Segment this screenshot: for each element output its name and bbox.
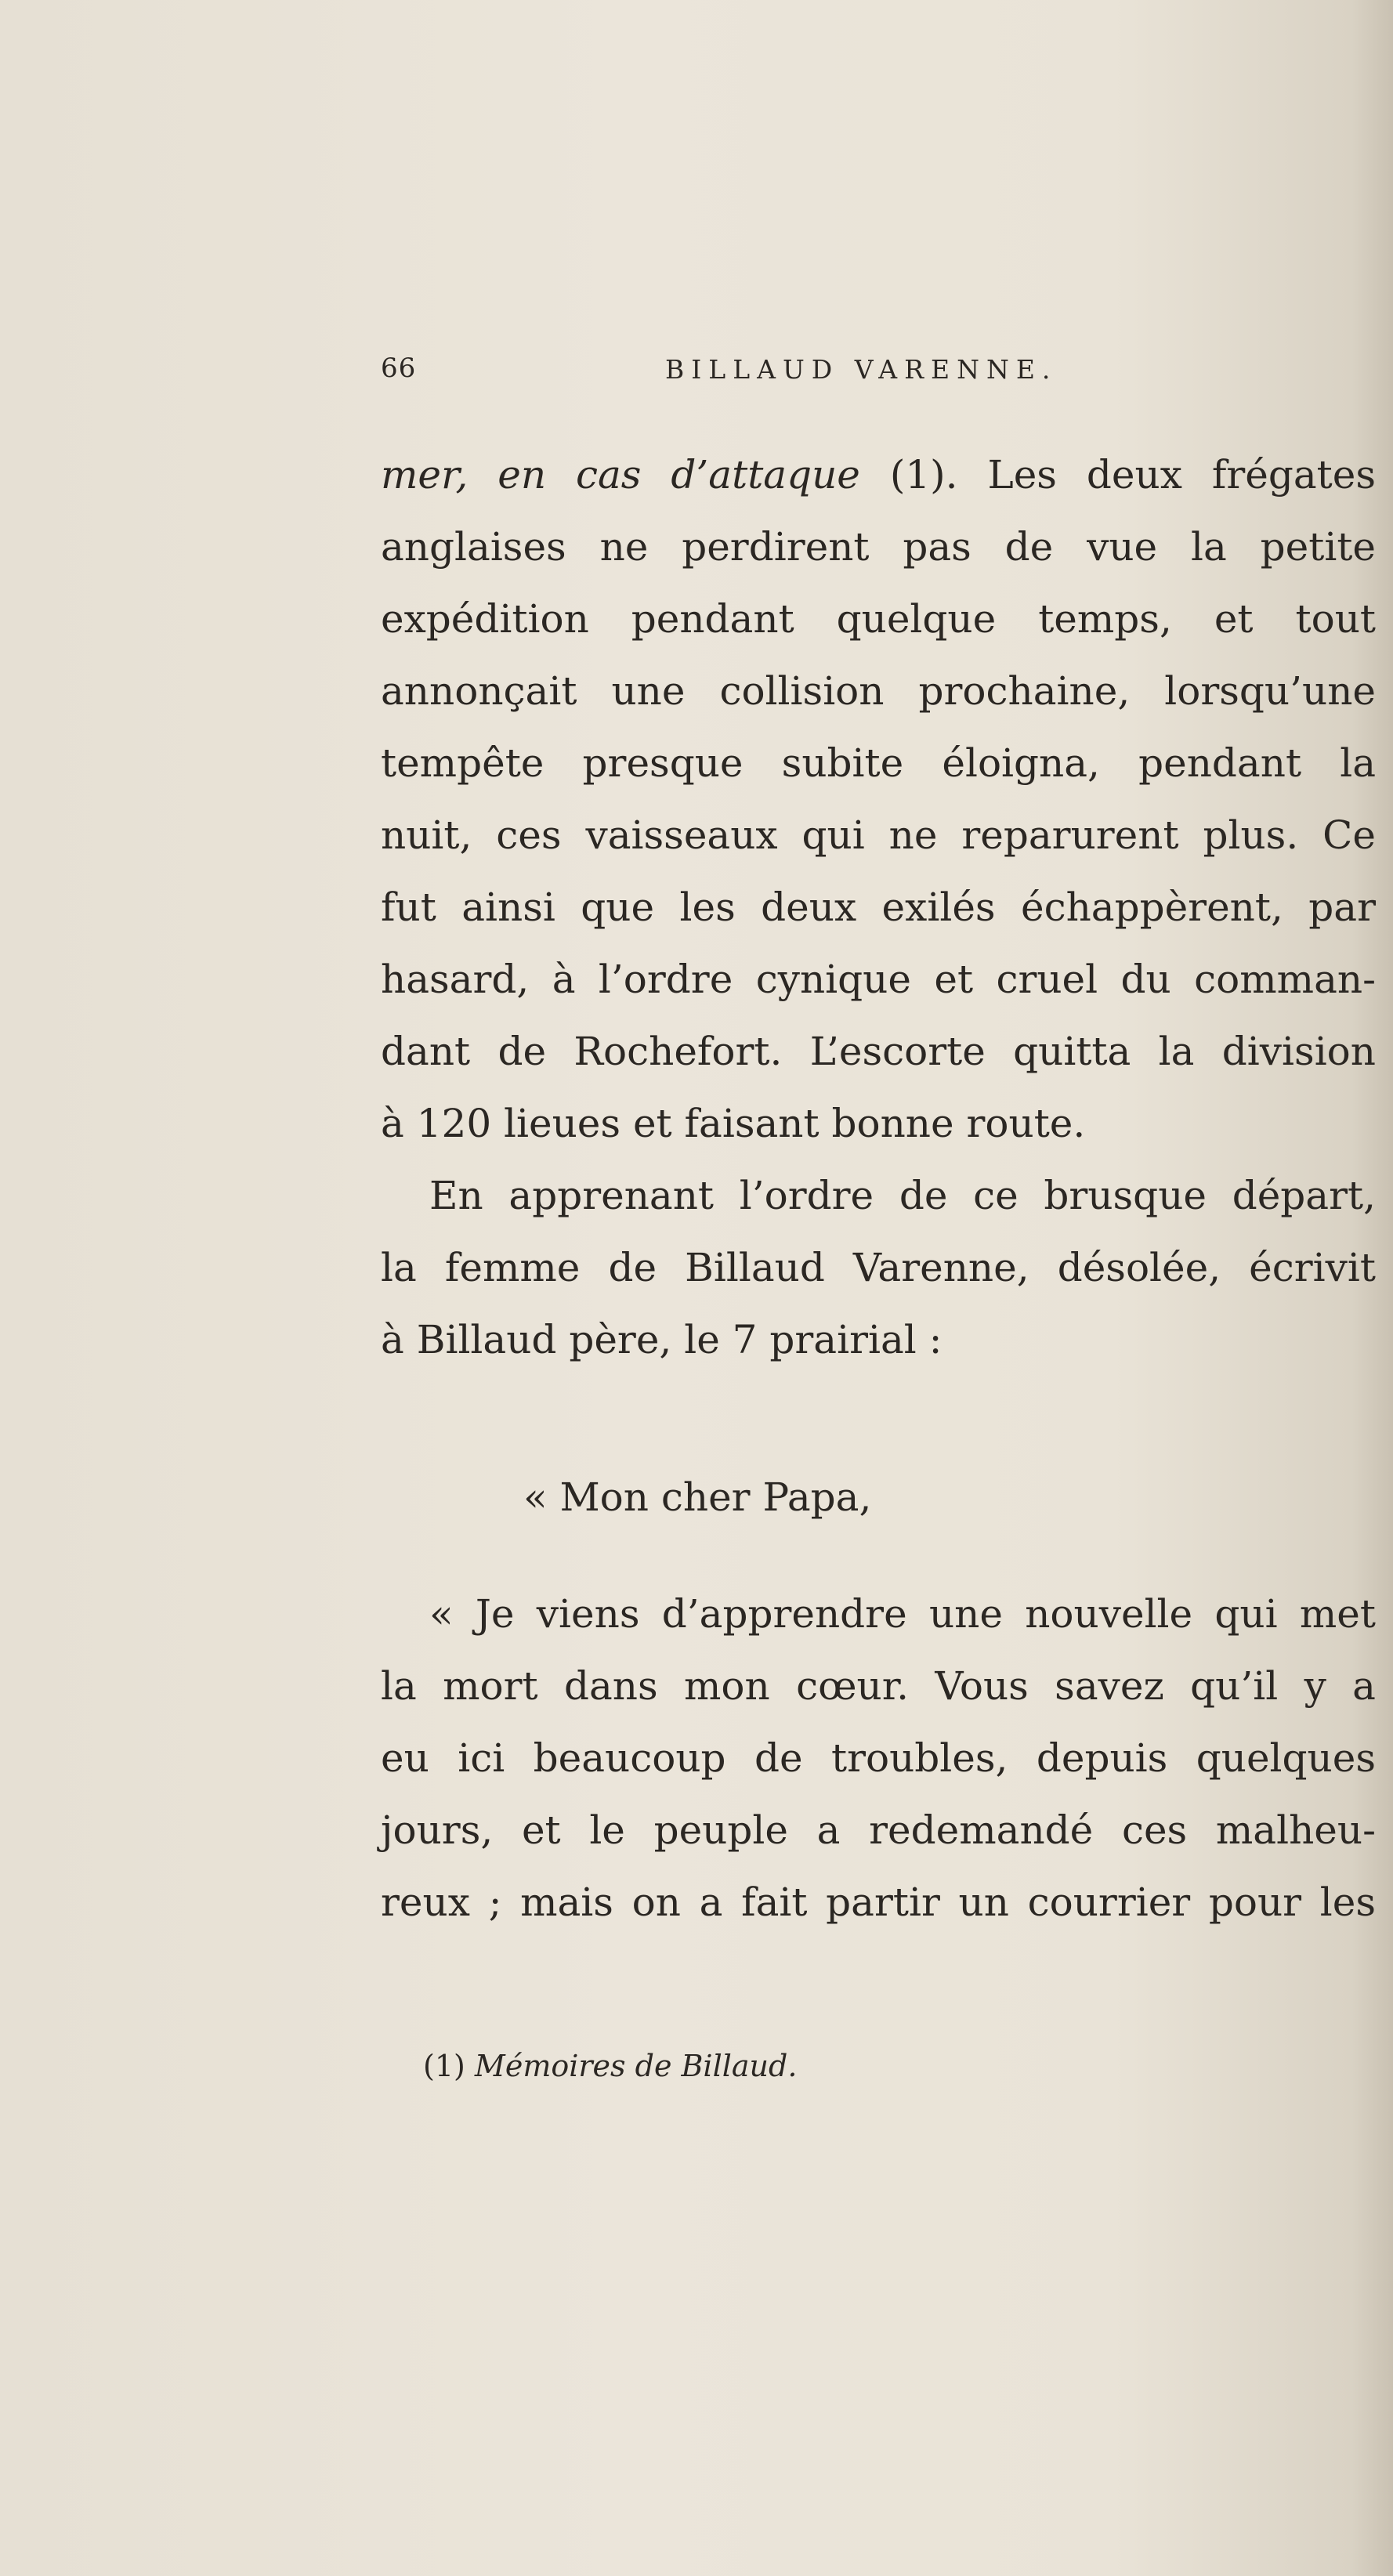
main-text (381, 439, 1376, 1376)
footnote-text: Mémoires de Billaud. (474, 2049, 798, 2083)
text-line (381, 439, 1376, 511)
text-line: fut ainsi que les deux exilés échappèrent, par (381, 885, 1376, 930)
page-number: 66 (381, 353, 417, 384)
text-line: expédition pendant quelque temps, et tout (381, 596, 1376, 642)
letter-salutation: « Mon cher Papa, (523, 1474, 872, 1520)
text-line: « Je viens d’apprendre une nouvelle qui met (429, 1591, 1376, 1637)
text-line: eu ici beaucoup de troubles, depuis quelques (381, 1735, 1376, 1781)
letter-text (381, 1578, 1376, 1938)
text-line: à 120 lieues et faisant bonne route. (381, 1101, 1086, 1146)
footnote (423, 2049, 797, 2083)
text-line: tempête presque subite éloigna, pendant la (381, 740, 1376, 786)
text-line: reux ; mais on a fait partir un courrier pour les (381, 1880, 1376, 1925)
text-line: anglaises ne perdirent pas de vue la petite (381, 524, 1376, 570)
italic-phrase: mer, en cas d’attaque (381, 452, 860, 497)
text-line: à Billaud père, le 7 prairial : (381, 1317, 943, 1362)
text-line: la femme de Billaud Varenne, désolée, écrivit (381, 1245, 1376, 1290)
text-line: nuit, ces vaisseaux qui ne reparurent plus. Ce (381, 812, 1376, 858)
text-line: jours, et le peuple a redemandé ces malheu- (381, 1807, 1376, 1853)
footnote-marker: (1) (423, 2049, 465, 2083)
page-header (381, 353, 1391, 400)
running-title: BILLAUD VARENNE. (665, 354, 1058, 385)
text-line: la mort dans mon cœur. Vous savez qu’il y a (381, 1663, 1376, 1709)
text-line: annonçait une collision prochaine, lorsqu’une (381, 668, 1376, 714)
text-line: dant de Rochefort. L’escorte quitta la division (381, 1029, 1376, 1074)
text-fragment: (1). Les deux frégates (859, 452, 1376, 497)
text-line: hasard, à l’ordre cynique et cruel du comman- (381, 957, 1376, 1002)
text-line: En apprenant l’ordre de ce brusque départ, (429, 1173, 1376, 1218)
